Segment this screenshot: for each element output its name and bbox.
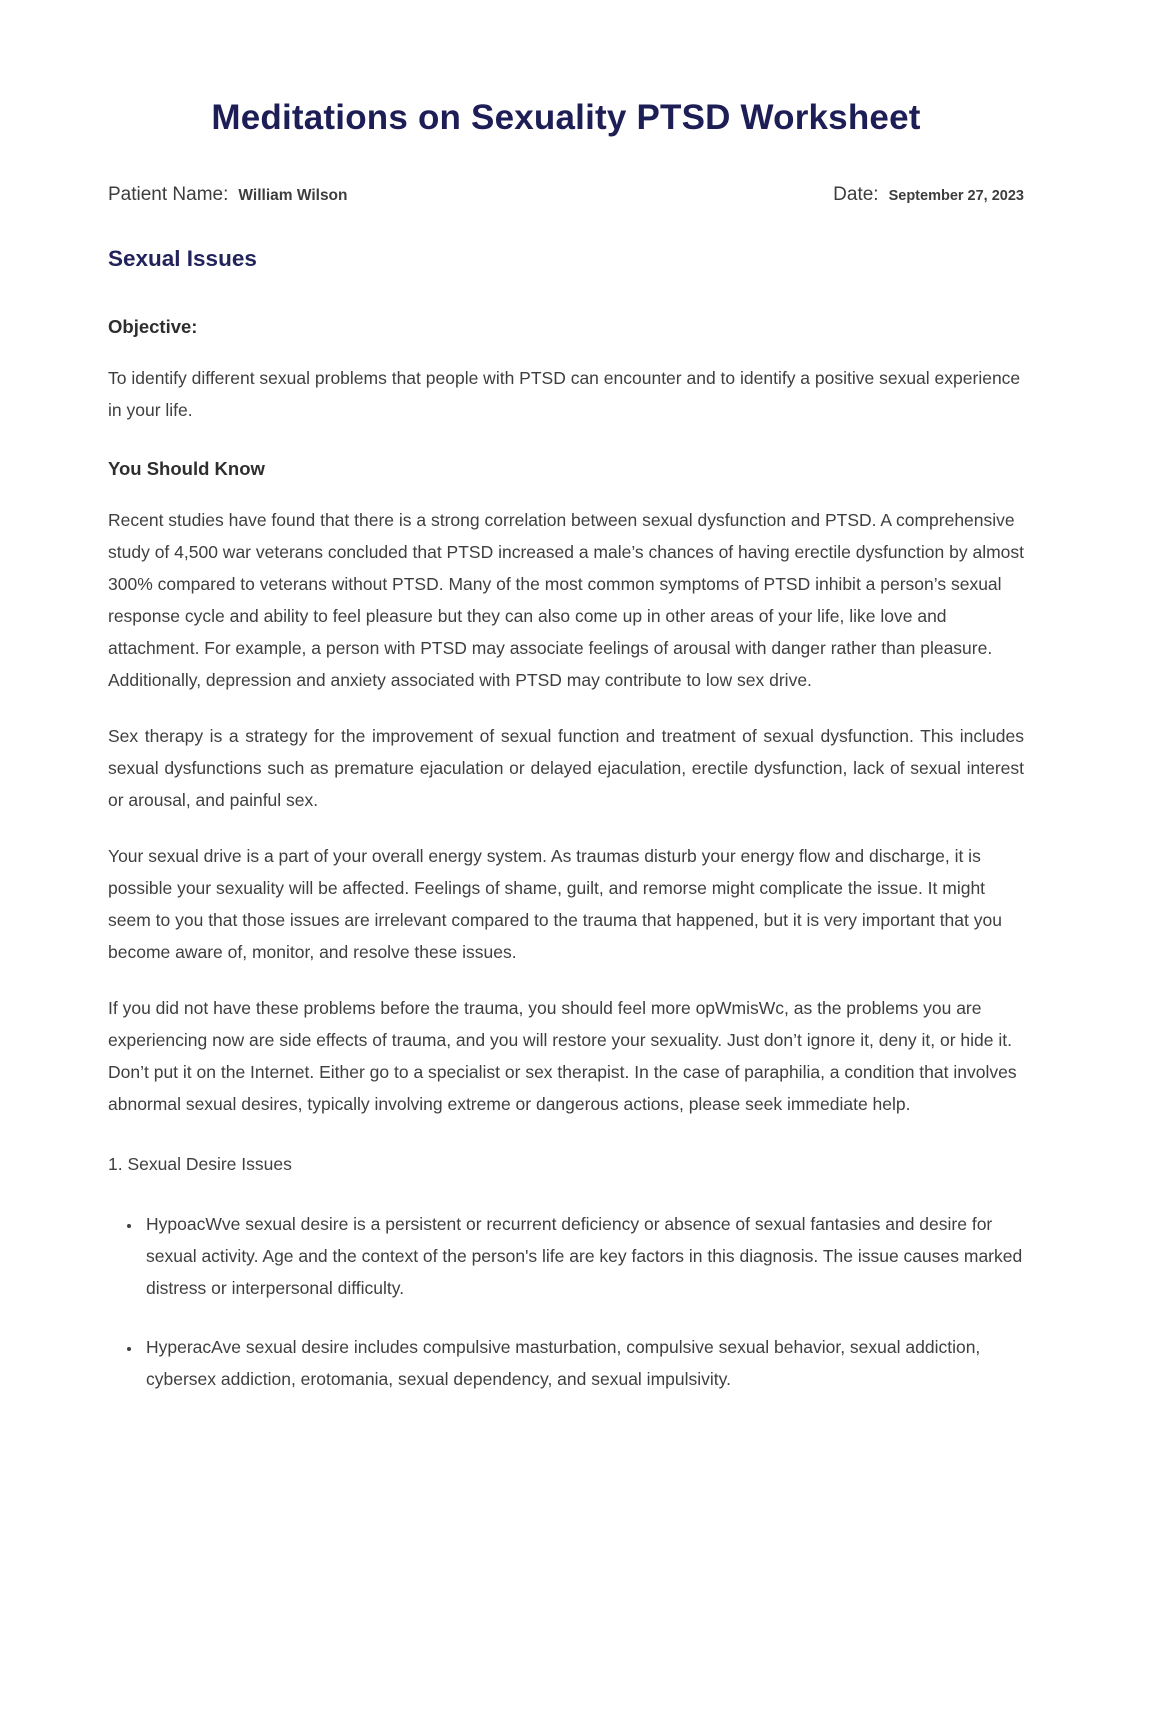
body-paragraph: Recent studies have found that there is a strong correlation between sexual dysfunction and PTSD. A comprehensive study of 4,500 war veterans concluded that PTSD increased a male’s chances of having erectile dysfunction by almost 300% compared to veterans without PTSD. Many of the most common symptoms of PTSD inhibit a person’s sexual response cycle and ability to feel pleasure but they can also come up in other areas of your life, like love and attachment. For example, a person with PTSD may associate feelings of arousal with danger rather than pleasure. Additionally, depression and anxiety associated with PTSD may contribute to low sex drive. <box>108 510 1025 690</box>
date-value: September 27, 2023 <box>888 188 1024 204</box>
patient-name-value: William Wilson <box>238 187 348 204</box>
body-paragraph: If you did not have these problems before the trauma, you should feel more opWmisWc, as the problems you are experiencing now are side effects of trauma, and you will restore your sexuality. Just don’t ignore it, deny it, or hide it. Don’t put it on the Internet. Either go to a specialist or sex therapist. In the case of paraphilia, a condition that involves abnormal sexual desires, typically involving extreme or dangerous actions, please seek immediate help. <box>108 998 1017 1114</box>
patient-name-label: Patient Name: <box>108 184 229 205</box>
list-item: • HypoacWve sexual desire is a persistent or recurrent deficiency or absence of sexual fantasies and desire for sexual activity. Age and the context of the person's life are key factors in this diagnosis. The issue causes marked distress or interpersonal difficulty. <box>142 1208 1024 1304</box>
list-item: • HyperacAve sexual desire includes compulsive masturbation, compulsive sexual behavior, sexual addiction, cybersex addiction, erotomania, sexual dependency, and sexual impulsivity. <box>142 1331 1024 1395</box>
sexual-desire-bullet-list <box>108 1208 1024 1395</box>
patient-name-field <box>108 184 348 206</box>
body-paragraph: Sex therapy is a strategy for the improvement of sexual function and treatment of sexual dysfunction. This includes sexual dysfunctions such as premature ejaculation or delayed ejaculation, erectile dysfunction, lack of sexual interest or arousal, and painful sex. <box>108 726 1024 810</box>
list-heading-sexual-desire-issues: 1. Sexual Desire Issues <box>108 1154 292 1174</box>
body-paragraph: Your sexual drive is a part of your overall energy system. As traumas disturb your energy flow and discharge, it is possible your sexuality will be affected. Feelings of shame, guilt, and remorse might complicate the issue. It might seem to you that those issues are irrelevant compared to the trauma that happened, but it is very important that you become aware of, monitor, and resolve these issues. <box>108 846 1002 962</box>
worksheet-page <box>0 96 1176 1726</box>
page-title: Meditations on Sexuality PTSD Worksheet <box>211 98 921 137</box>
objective-paragraph: To identify different sexual problems that people with PTSD can encounter and to identify a positive sexual experience in your life. <box>108 368 1021 420</box>
objective-heading: Objective: <box>108 316 198 337</box>
date-label: Date: <box>833 184 879 205</box>
section-heading-sexual-issues: Sexual Issues <box>108 246 257 271</box>
you-should-know-heading: You Should Know <box>108 458 265 479</box>
date-field <box>833 184 1024 206</box>
patient-date-row <box>108 184 1024 206</box>
